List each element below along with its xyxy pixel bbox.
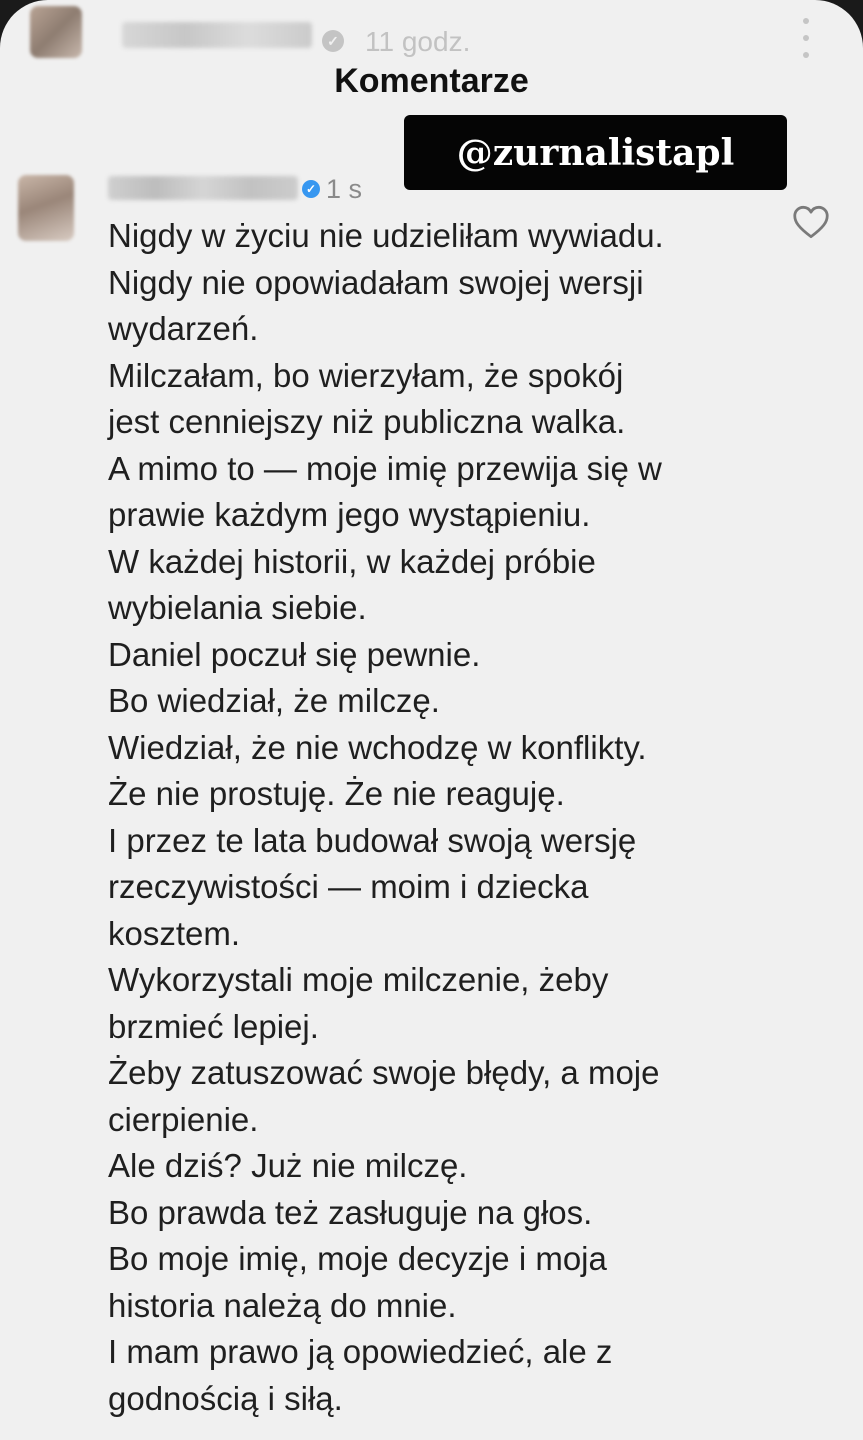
comment-line: kosztem. bbox=[108, 914, 241, 952]
verified-badge-icon: ✓ bbox=[302, 180, 320, 198]
comment-line: Milczałam, bo wierzyłam, że spokój bbox=[108, 356, 624, 394]
more-vertical-icon[interactable] bbox=[800, 18, 812, 58]
watermark-label: @zurnalistapl bbox=[404, 115, 787, 190]
comment-line: Bo moje imię, moje decyzje i moja bbox=[108, 1240, 607, 1277]
comment-line: prawie każdym jego wystąpieniu. bbox=[108, 496, 591, 533]
comment-author-avatar[interactable] bbox=[18, 175, 74, 241]
comment-paragraph bbox=[108, 818, 788, 958]
comment-line: Bo wiedział, że milczę. bbox=[108, 682, 440, 719]
comment-paragraph bbox=[108, 1236, 788, 1329]
comment-line: wybielania siebie. bbox=[108, 589, 367, 626]
comment-paragraph bbox=[108, 1050, 788, 1143]
comment-line: Nigdy w życiu nie udzieliłam wywiadu. bbox=[108, 217, 664, 254]
story-timestamp: 11 godz. bbox=[365, 26, 471, 57]
comment-line: Że nie prostuję. Że nie reaguję. bbox=[108, 775, 565, 812]
comment-paragraph bbox=[108, 260, 788, 353]
comment-paragraph bbox=[108, 632, 788, 679]
comment-line: Wiedział, że nie wchodzę w konflikty. bbox=[108, 728, 647, 766]
comment-line: godnością i siłą. bbox=[108, 1379, 343, 1417]
comment-paragraph bbox=[108, 678, 788, 725]
comment-line: Daniel poczuł się pewnie. bbox=[108, 635, 481, 673]
comment-paragraph bbox=[108, 957, 788, 1050]
comment-line: Bo prawda też zasługuje na głos. bbox=[108, 1193, 593, 1231]
comment-text bbox=[108, 213, 788, 1422]
story-header bbox=[0, 0, 863, 70]
comment-line: brzmieć lepiej. bbox=[108, 1007, 319, 1045]
comment-paragraph bbox=[108, 353, 788, 446]
comment-line: cierpienie. bbox=[108, 1100, 259, 1138]
verified-badge-icon: ✓ bbox=[322, 30, 344, 52]
comment-author-username-blurred[interactable] bbox=[108, 176, 298, 200]
comment-line: historia należą do mnie. bbox=[108, 1286, 457, 1324]
story-author-username-blurred[interactable] bbox=[122, 22, 312, 48]
comment-line: Ale dziś? Już nie milczę. bbox=[108, 1147, 468, 1184]
comment-paragraph bbox=[108, 1329, 788, 1422]
comment-paragraph bbox=[108, 1190, 788, 1237]
comment-line: Żeby zatuszować swoje błędy, a moje bbox=[108, 1054, 660, 1091]
comment-line: jest cenniejszy niż publiczna walka. bbox=[108, 403, 626, 440]
comment-paragraph bbox=[108, 1143, 788, 1190]
comment-line: I przez te lata budował swoją wersję bbox=[108, 821, 637, 859]
comment-line: Nigdy nie opowiadałam swojej wersji bbox=[108, 263, 644, 301]
story-author-avatar[interactable] bbox=[30, 6, 82, 58]
sheet-title: Komentarze bbox=[334, 62, 529, 100]
comment-paragraph bbox=[108, 539, 788, 632]
comment-paragraph bbox=[108, 446, 788, 539]
comment-paragraph bbox=[108, 213, 788, 260]
comment-timestamp: 1 s bbox=[326, 174, 363, 204]
comment-paragraph bbox=[108, 725, 788, 818]
comment-line: A mimo to — moje imię przewija się w bbox=[108, 449, 662, 487]
comment-line: rzeczywistości — moim i dziecka bbox=[108, 868, 589, 905]
comment-line: W każdej historii, w każdej próbie bbox=[108, 542, 596, 580]
comment-line: Wykorzystali moje milczenie, żeby bbox=[108, 961, 609, 998]
comment-line: wydarzeń. bbox=[108, 310, 259, 347]
heart-outline-icon[interactable] bbox=[792, 205, 830, 239]
comment-line: I mam prawo ją opowiedzieć, ale z bbox=[108, 1333, 613, 1370]
